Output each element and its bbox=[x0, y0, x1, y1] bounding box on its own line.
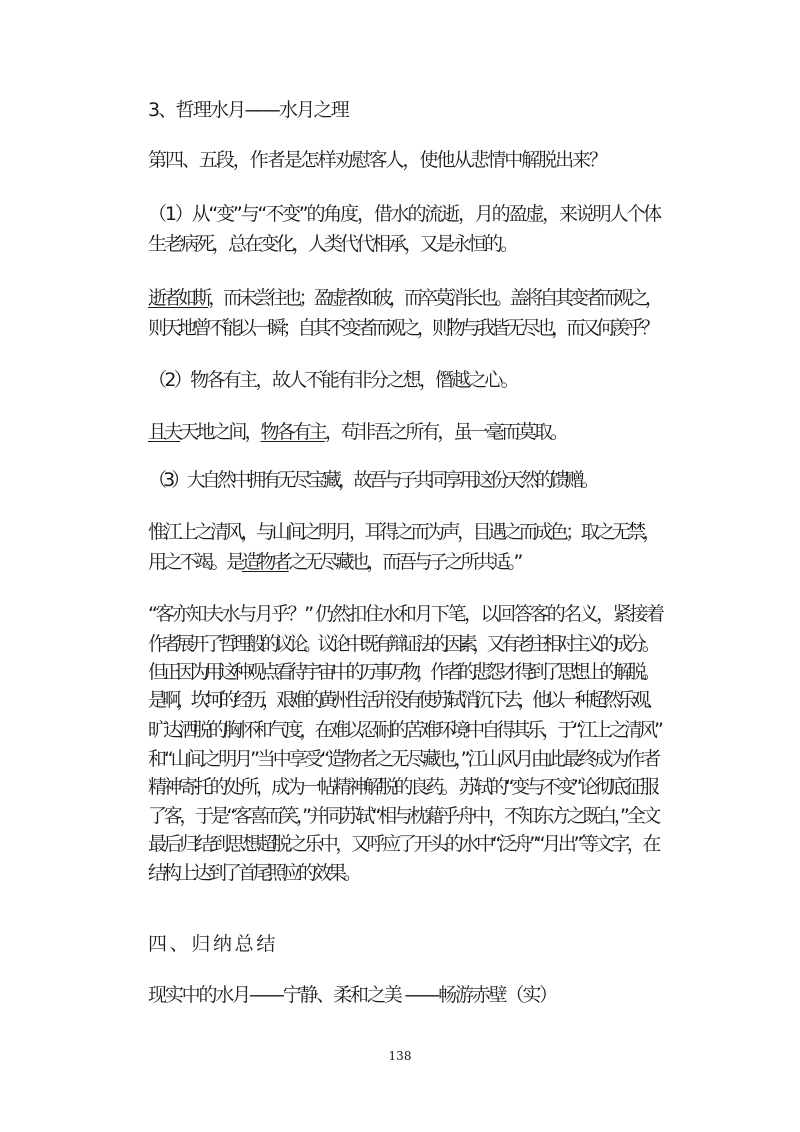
analysis-line-4: 是啊，坎坷的经历，艰难的黄州生活并没有使苏轼消沉下去，他以一种超然乐观、 bbox=[148, 689, 660, 711]
quote-3-underlined: 造物者 bbox=[241, 551, 289, 573]
point-3: （3）大自然中拥有无尽宝藏，故吾与子共同享用这份天然的馈赠。 bbox=[148, 469, 597, 491]
analysis-line-1: “客亦知夫水与月乎？” 仍然扣住水和月下笔，以回答客的名义，紧接着 bbox=[148, 603, 663, 625]
quote-3-line-2 bbox=[148, 551, 520, 573]
analysis-line-8: 了客，于是“客喜而笑，”并同苏轼“相与枕藉乎舟中，不知东方之既白，”全文 bbox=[148, 805, 659, 827]
analysis-line-10: 结构上达到了首尾照应的效果。 bbox=[148, 862, 358, 884]
quote-1-underlined: 逝者如斯 bbox=[148, 287, 209, 309]
point-1-line-2: 生老病死，总在变化，人类代代相承，又是永恒的。 bbox=[148, 233, 516, 255]
point-2: （2）物各有主，故人不能有非分之想，僭越之心。 bbox=[148, 369, 518, 391]
point-1-line-1: （1）从“变”与“不变”的角度，借水的流逝，月的盈虚，来说明人个体 bbox=[148, 203, 660, 225]
quote-1-line-2: 则天地曾不能以一瞬；自其不变者而观之，则物与我皆无尽也，而又何羡乎？ bbox=[148, 317, 656, 339]
analysis-line-7: 精神寄托的处所，成为一帖精神解脱的良药。 苏轼的“变与不变”论彻底征服 bbox=[148, 776, 657, 798]
quote-3-line-1: 惟江上之清风，与山间之明月，耳得之而为声，目遇之而成色；取之无禁， bbox=[148, 521, 658, 543]
quote-3-line-2-a: 用之不竭。是 bbox=[148, 551, 242, 573]
quote-2-underlined-1: 且夫 bbox=[148, 421, 181, 443]
quote-2-underlined-2: 物各有主 bbox=[260, 421, 325, 443]
summary-line: 现实中的水月——宁静、柔和之美 ——畅游赤壁（实） bbox=[148, 984, 556, 1006]
analysis-line-5: 旷达洒脱的胸怀和气度，在难以忍耐的苦难环境中自得其乐，于“江上之清风” bbox=[148, 719, 660, 741]
analysis-line-6: 和“山间之明月”当中享受“造物者之无尽藏也，”江山风月由此最终成为作者 bbox=[148, 748, 658, 770]
quote-2 bbox=[148, 421, 566, 443]
quote-2-text-2: ，苟非吾之所有，虽一毫而莫取。 bbox=[324, 421, 566, 443]
analysis-line-2: 作者展开了哲理般的议论。议论中既有辩证法的因素，又有老庄相对主义的成分。 bbox=[148, 633, 656, 655]
quote-3-line-2-b: 之无尽藏也，而吾与子之所共适。” bbox=[288, 551, 520, 573]
analysis-line-3: 但正因为用这种观点看待宇宙中的万事万物，作者的悲怨才得到了思想上的解脱。 bbox=[148, 661, 656, 683]
quote-1-line-1-rest: ，而未尝往也；盈虚者如彼，而卒莫消长也。盖将自其变者而观之， bbox=[208, 287, 660, 309]
analysis-line-9: 最后归结到思想超脱之乐中，又呼应了开头的水中“泛舟”“月出”等文字，在 bbox=[148, 833, 659, 855]
quote-2-text-1: 天地之间， bbox=[180, 421, 261, 443]
question-paragraph: 第四、五段，作者是怎样劝慰客人，使他从悲情中解脱出来？ bbox=[148, 149, 606, 171]
section-heading-3: 3、哲理水月——水月之理 bbox=[148, 99, 348, 121]
quote-1-line-1 bbox=[148, 287, 660, 309]
section-heading-4: 四、归纳总结 bbox=[148, 933, 278, 955]
page-number: 138 bbox=[388, 1049, 412, 1063]
